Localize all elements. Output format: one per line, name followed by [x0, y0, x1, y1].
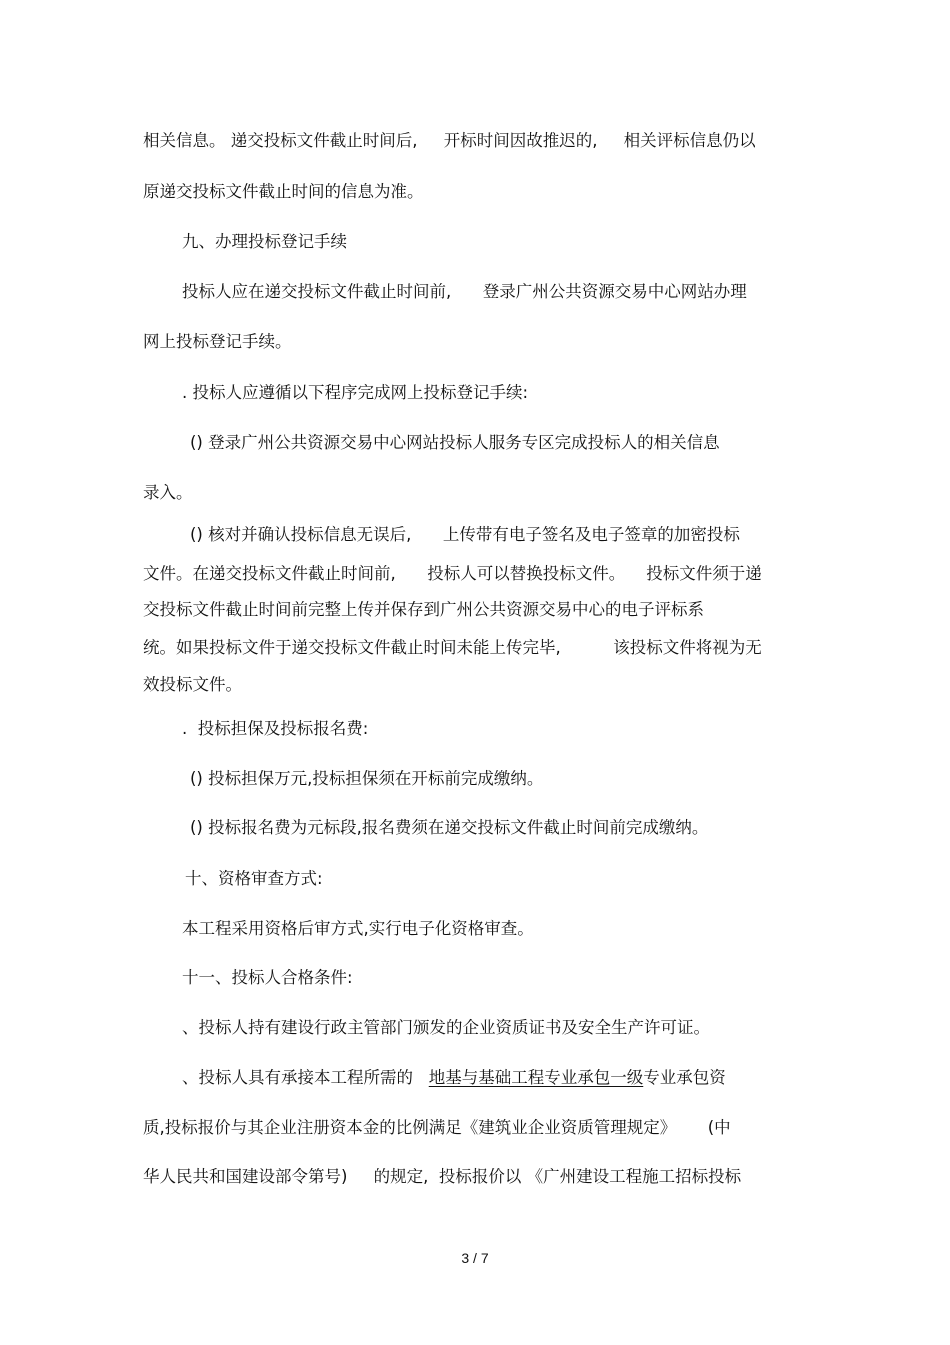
- text-line: 本工程采用资格后审方式,实行电子化资格审查。: [182, 919, 534, 938]
- text-line: 录入。: [143, 483, 193, 502]
- section-heading: 十一、投标人合格条件:: [182, 968, 353, 987]
- text-line: 效投标文件。: [143, 675, 242, 694]
- text-line: 投标人应在递交投标文件截止时间前, 登录广州公共资源交易中心网站办理: [182, 282, 747, 301]
- text-line: () 核对并确认投标信息无误后, 上传带有电子签名及电子签章的加密投标: [190, 525, 740, 544]
- text-segment: 、投标人具有承接本工程所需的: [182, 1068, 429, 1087]
- text-line: 相关信息。 递交投标文件截止时间后, 开标时间因故推迟的, 相关评标信息仍以: [143, 131, 756, 150]
- qualification-underlined: 地基与基础工程专业承包一级: [428, 1068, 644, 1087]
- text-line: [182, 1067, 726, 1089]
- text-line: () 登录广州公共资源交易中心网站投标人服务专区完成投标人的相关信息: [190, 433, 720, 452]
- section-heading: 十、资格审查方式:: [185, 869, 323, 888]
- text-line: 交投标文件截止时间前完整上传并保存到广州公共资源交易中心的电子评标系: [143, 600, 704, 619]
- section-heading: 九、办理投标登记手续: [182, 232, 347, 251]
- text-line: 质,投标报价与其企业注册资本金的比例满足《建筑业企业资质管理规定》 (中: [143, 1118, 731, 1137]
- text-line: () 投标报名费为元标段,报名费须在递交投标文件截止时间前完成缴纳。: [190, 818, 709, 837]
- text-line: 原递交投标文件截止时间的信息为准。: [143, 182, 424, 201]
- text-segment: 专业承包资: [643, 1068, 726, 1087]
- text-line: . 投标人应遵循以下程序完成网上投标登记手续:: [182, 383, 529, 402]
- text-line: 华人民共和国建设部令第号) 的规定, 投标报价以 《广州建设工程施工招标投标: [143, 1167, 742, 1186]
- page-number: 3 / 7: [461, 1250, 489, 1266]
- text-line: 统。如果投标文件于递交投标文件截止时间未能上传完毕, 该投标文件将视为无: [143, 638, 762, 657]
- text-line: () 投标担保万元,投标担保须在开标前完成缴纳。: [190, 769, 544, 788]
- text-line: 文件。在递交投标文件截止时间前, 投标人可以替换投标文件。 投标文件须于递: [143, 564, 762, 583]
- text-line: 网上投标登记手续。: [143, 332, 292, 351]
- text-line: 、投标人持有建设行政主管部门颁发的企业资质证书及安全生产许可证。: [182, 1018, 710, 1037]
- text-line: . 投标担保及投标报名费:: [182, 719, 369, 738]
